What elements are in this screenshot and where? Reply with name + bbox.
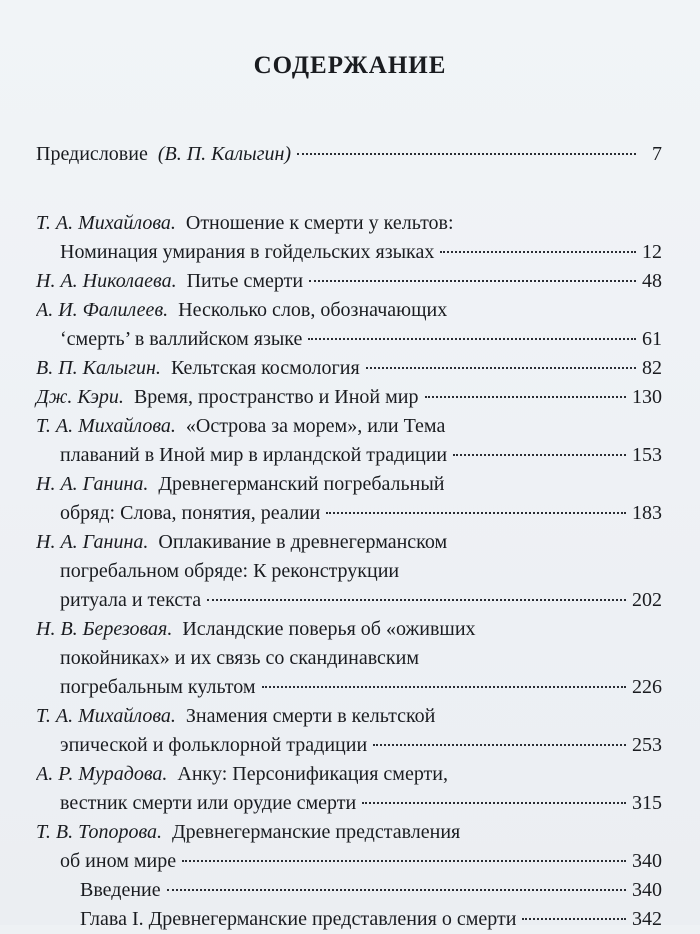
entry-last-line[interactable] <box>36 586 662 615</box>
page-number: 48 <box>642 270 662 292</box>
entry-last-line[interactable] <box>36 441 662 470</box>
entry-title-text: Кельтская космология <box>170 357 360 379</box>
author-name: Т. А. Михайлова. <box>36 705 176 727</box>
dot-leader <box>366 367 636 369</box>
author-name: Н. А. Ганина. <box>36 473 149 495</box>
entry-text: Номинация умирания в гойдельских языках <box>60 241 435 263</box>
entry-text: ‘смерть’ в валлийском языке <box>60 328 303 350</box>
entry-last-line[interactable] <box>36 499 662 528</box>
page-number: 61 <box>642 328 662 350</box>
entry-text: Введение <box>80 879 161 901</box>
toc-entry[interactable] <box>36 412 662 470</box>
entry-text: обряд: Слова, понятия, реалии <box>60 502 321 524</box>
entry-first-line <box>36 209 662 238</box>
author-name: А. Р. Мурадова. <box>36 763 168 785</box>
page-number: 315 <box>632 792 662 814</box>
entry-first-line <box>36 818 662 847</box>
dot-leader <box>308 338 636 340</box>
entry-text <box>36 383 419 412</box>
entry-text <box>36 267 303 296</box>
entry-title-text: Несколько слов, обозначающих <box>178 299 448 321</box>
page-number: 12 <box>642 241 662 263</box>
author-name: Т. В. Топорова. <box>36 821 163 843</box>
entry-text: ритуала и текста <box>60 589 202 611</box>
dot-leader <box>326 512 626 514</box>
entry-last-line[interactable] <box>36 731 662 760</box>
entry-title-text: Время, пространство и Иной мир <box>133 386 419 408</box>
author-name: А. И. Фалилеев. <box>36 299 169 321</box>
page-number: 153 <box>632 444 662 466</box>
editor-name: (В. П. Калыгин) <box>157 143 292 165</box>
page-number: 183 <box>632 502 662 524</box>
entry-title-text: Оплакивание в древнегерманском <box>158 531 448 553</box>
entry-last-line[interactable] <box>36 325 662 354</box>
entry-first-line <box>36 615 662 644</box>
page-title: СОДЕРЖАНИЕ <box>253 51 447 79</box>
entry-text: об ином мире <box>60 850 177 872</box>
entry-title-text: Исландские поверья об «оживших <box>182 618 476 640</box>
toc-entry[interactable] <box>36 528 662 615</box>
entry-title-text: Древнегерманские представления <box>172 821 461 843</box>
entry-last-line[interactable] <box>36 673 662 702</box>
entry-title-text: Анку: Персонификация смерти, <box>177 763 448 785</box>
page-number: 82 <box>642 357 662 379</box>
entry-text <box>36 354 360 383</box>
toc-entry[interactable] <box>36 383 662 412</box>
table-of-contents <box>36 140 662 934</box>
entry-last-line[interactable] <box>36 847 662 876</box>
dot-leader <box>297 153 636 155</box>
entry-first-line <box>36 528 662 557</box>
subentry-row[interactable] <box>36 905 662 934</box>
entry-last-line[interactable] <box>36 354 662 383</box>
author-name: Т. А. Михайлова. <box>36 415 176 437</box>
toc-subentry[interactable] <box>36 876 662 905</box>
entry-last-line[interactable] <box>36 789 662 818</box>
entry-continuation-line: погребальном обряде: К реконструкции <box>60 560 400 582</box>
entry-first-line <box>36 470 662 499</box>
entry-last-line[interactable] <box>36 267 662 296</box>
entry-title-text: Питье смерти <box>186 270 304 292</box>
toc-subentry[interactable] <box>36 905 662 934</box>
author-name: В. П. Калыгин. <box>36 357 161 379</box>
toc-entry[interactable] <box>36 267 662 296</box>
page-number: 202 <box>632 589 662 611</box>
page-number: 130 <box>632 386 662 408</box>
dot-leader <box>373 744 626 746</box>
dot-leader <box>453 454 626 456</box>
entry-text: Глава I. Древнегерманские представления о смерти <box>80 908 517 930</box>
page-number: 226 <box>632 676 662 698</box>
entry-text: вестник смерти или орудие смерти <box>60 792 357 814</box>
dot-leader <box>167 889 626 891</box>
author-name: Н. А. Ганина. <box>36 531 149 553</box>
toc-entry[interactable] <box>36 760 662 818</box>
entry-last-line[interactable] <box>36 140 662 169</box>
entry-first-line <box>36 702 662 731</box>
entry-text: плаваний в Иной мир в ирландской традиции <box>60 444 448 466</box>
entry-title-text: Отношение к смерти у кельтов: <box>185 212 454 234</box>
dot-leader <box>425 396 627 398</box>
toc-entry[interactable] <box>36 209 662 267</box>
entry-title-text: «Острова за морем», или Тема <box>185 415 446 437</box>
dot-leader <box>522 918 626 920</box>
entry-first-line <box>36 760 662 789</box>
author-name: Н. В. Березовая. <box>36 618 173 640</box>
toc-entry[interactable] <box>36 140 662 169</box>
page-number: 340 <box>632 850 662 872</box>
dot-leader <box>207 599 626 601</box>
entry-title-text: Предисловие <box>36 143 148 165</box>
author-name: Дж. Кэри. <box>36 386 124 408</box>
page-number: 253 <box>632 734 662 756</box>
entry-title-text: Знамения смерти в кельтской <box>185 705 436 727</box>
subentry-row[interactable] <box>36 876 662 905</box>
entry-title-text: Древнегерманский погребальный <box>158 473 445 495</box>
entry-last-line[interactable] <box>36 238 662 267</box>
toc-entry[interactable] <box>36 296 662 354</box>
toc-entry[interactable] <box>36 354 662 383</box>
dot-leader <box>262 686 626 688</box>
toc-entry[interactable] <box>36 470 662 528</box>
toc-entry[interactable] <box>36 818 662 876</box>
entry-text: погребальным культом <box>60 676 256 698</box>
page-number: 340 <box>632 879 662 901</box>
entry-continuation-line: покойниках» и их связь со скандинавским <box>60 647 419 669</box>
toc-entry[interactable] <box>36 702 662 760</box>
dot-leader <box>182 860 626 862</box>
dot-leader <box>309 280 636 282</box>
page-number: 342 <box>632 908 662 930</box>
dot-leader <box>440 251 636 253</box>
toc-entry[interactable] <box>36 615 662 702</box>
dot-leader <box>362 802 626 804</box>
entry-text: эпической и фольклорной традиции <box>60 734 368 756</box>
author-name: Н. А. Николаева. <box>36 270 177 292</box>
entry-last-line[interactable] <box>36 383 662 412</box>
entry-first-line <box>36 296 662 325</box>
author-name: Т. А. Михайлова. <box>36 212 176 234</box>
page-number: 7 <box>652 143 662 165</box>
entry-text <box>36 140 291 169</box>
entry-first-line <box>36 412 662 441</box>
